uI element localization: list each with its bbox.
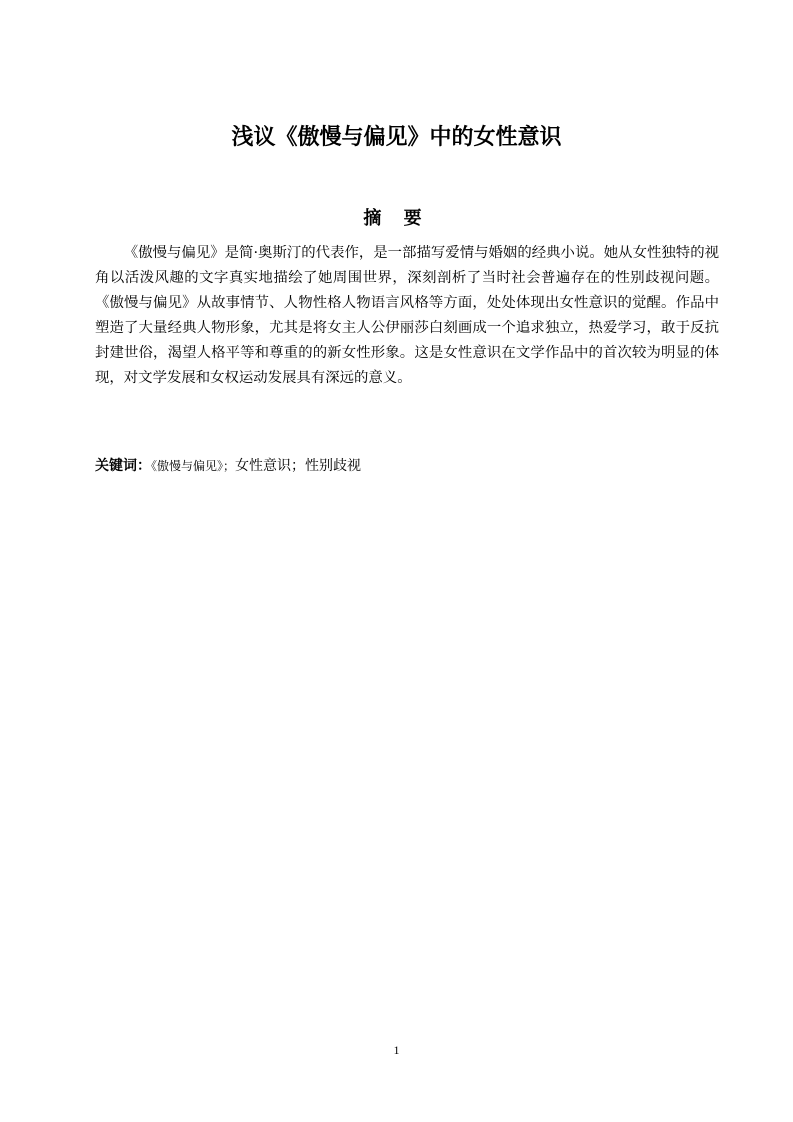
keywords-line [95, 454, 719, 479]
document-title: 浅议《傲慢与偏见》中的女性意识 [231, 125, 562, 150]
keywords-remaining: 女性意识；性别歧视 [235, 458, 362, 474]
keywords-label: 关键词： [95, 458, 151, 474]
abstract-paragraph: 《傲慢与偏见》是简·奥斯汀的代表作，是一部描写爱情与婚姻的经典小说。她从女性独特的视角以活泼风趣的文字真实地描绘了她周围世界，深刻剖析了当时社会普遍存在的性别歧视问题。《傲慢与偏见》从故事情节、人物性格人物语言风格等方面，处处体现出女性意识的觉醒。作品中塑造了大量经典人物形象，尤其是将女主人公伊丽莎白刻画成一个追求独立，热爱学习，敢于反抗封建世俗，渴望人格平等和尊重的的新女性形象。这是女性意识在文学作品中的首次较为明显的体现，对文学发展和女权运动发展具有深远的意义。 [95, 245, 719, 386]
abstract-heading: 摘 要 [363, 208, 430, 229]
page-number: 1 [393, 1043, 400, 1057]
keyword-book-title: 《傲慢与偏见》； [151, 459, 236, 473]
